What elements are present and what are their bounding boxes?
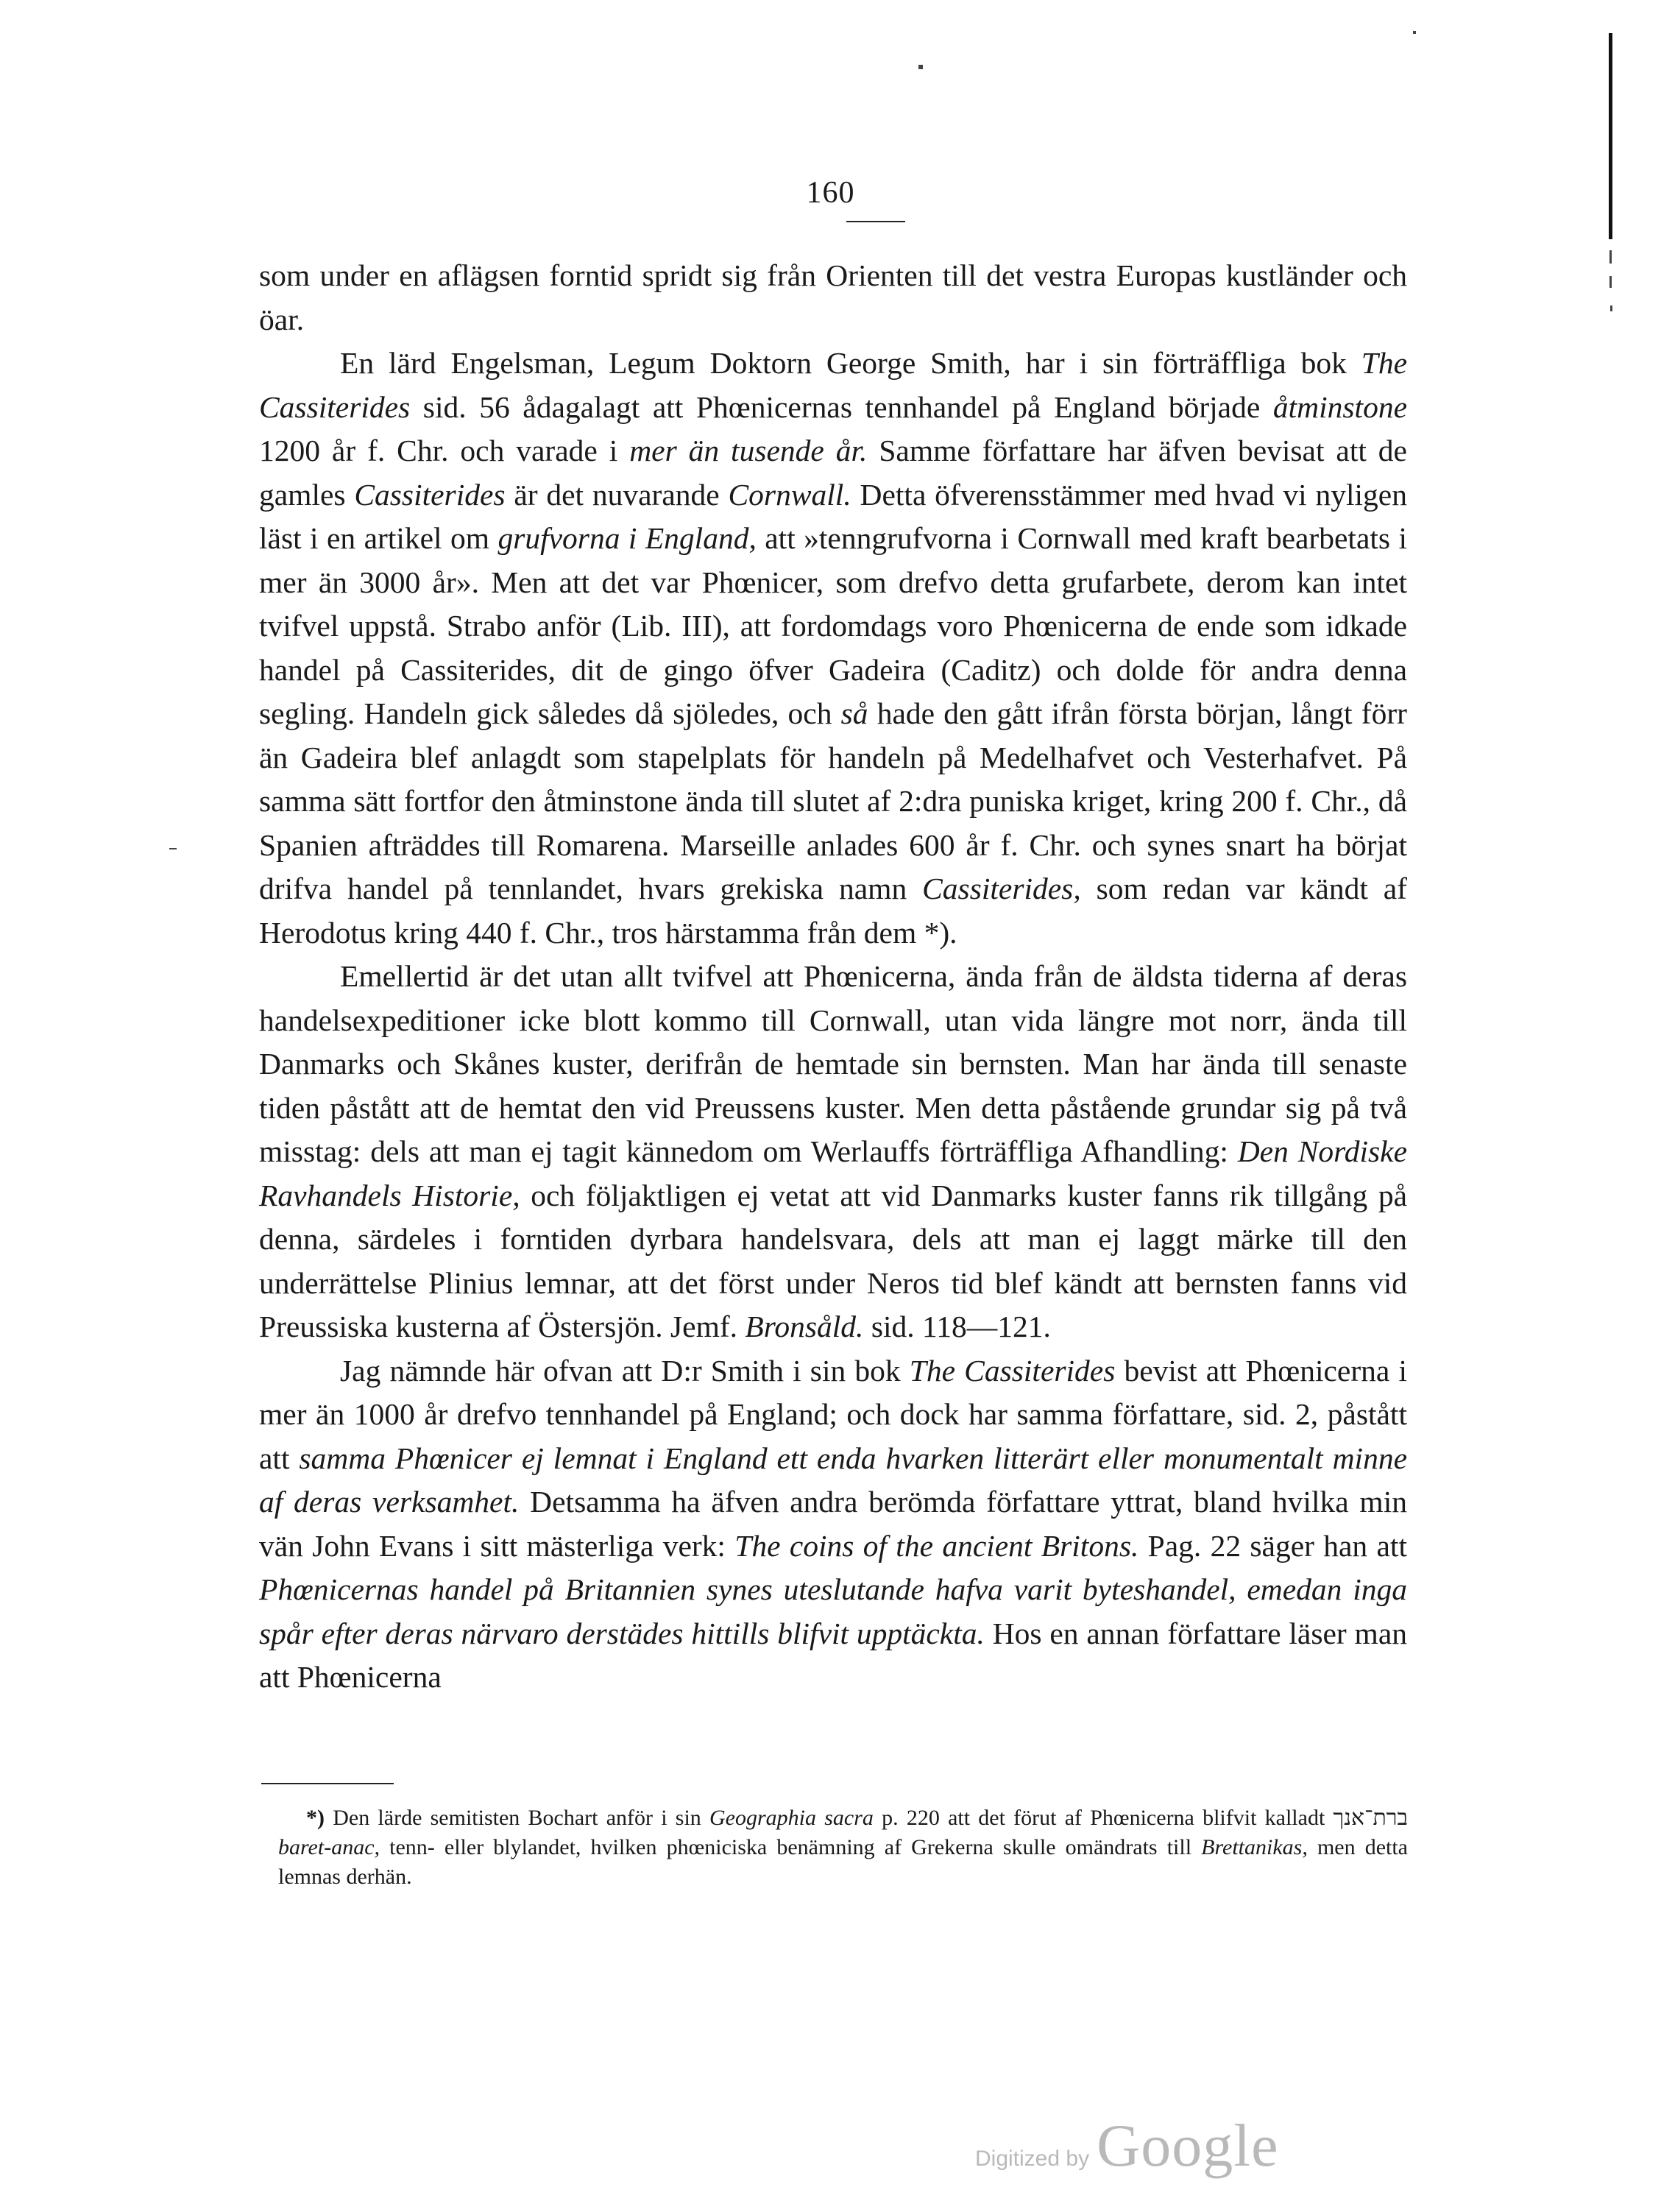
italic-text: Cassiterides <box>354 477 506 512</box>
paragraph <box>259 254 1407 342</box>
italic-text: mer än tusende år. <box>629 434 868 467</box>
text-run: Samme författare har äfven bevisat att de gamles <box>259 434 1407 512</box>
text-run: Detta öfverensstämmer med hvad vi nyligen läst i en artikel om <box>259 477 1407 555</box>
hebrew-text: ברת־אנך <box>1333 1806 1409 1830</box>
italic-text: så <box>840 696 868 730</box>
text-run: Detsamma ha äfven andra berömda författare yttrat, bland hvilka min vän John Evans i sitt mästerliga verk: <box>259 1485 1407 1563</box>
body-text <box>259 254 1407 1700</box>
text-run: sid. 118—121. <box>863 1310 1051 1343</box>
text-run: och följaktligen ej vetat att vid Danmarks kuster fanns rik tillgång på denna, särdeles i forntiden dyrbara handelsvara, dels att man ej laggt märke till den underrättelse Plinius lemnar, att det först under Neros tid blef kändt att bernsten fanns vid Preussiska kusterna af Östersjön. Jemf. <box>259 1178 1407 1343</box>
google-logo: Google <box>1097 2112 1279 2179</box>
text-run: En lärd Engelsman, Legum Doktorn George Smith, har i sin förträffliga bok <box>340 346 1361 380</box>
page-number: 160 <box>806 176 855 210</box>
page-number-rule <box>846 221 905 222</box>
paragraph <box>259 1349 1407 1700</box>
italic-text: Bronsåld. <box>745 1310 864 1343</box>
paragraph <box>259 955 1407 1349</box>
italic-text: Cassiterides, <box>922 872 1081 905</box>
scan-speck <box>1609 276 1612 288</box>
italic-text: Brettanikas, <box>1201 1835 1308 1859</box>
text-run: bevist att Phœnicerna i mer än 1000 år drefvo tennhandel på England; och dock har samma författare, sid. 2, påstått att <box>259 1353 1407 1475</box>
footnote-marker: *) <box>306 1806 325 1830</box>
text-run: hade den gått ifrån första början, långt förr än Gadeira blef anlagdt som stapelplats för handeln på Medelhafvet och Vesterhafvet. På samma sätt fortfor den åtminstone ända till slutet af 2:dra puniska kriget, kring 200 f. Chr., då Spanien afträddes till Romarena. Marseille anlades 600 år f. Chr. och synes snart ha börjat drifva handel på tennlandet, hvars grekiska namn <box>259 696 1407 905</box>
footnote <box>278 1803 1408 1892</box>
footnote-paragraph <box>278 1803 1408 1892</box>
italic-text: samma Phœnicer ej lemnat i England ett enda hvarken litterärt eller monumentalt minne af deras verksamhet. <box>259 1441 1408 1519</box>
text-run: Jag nämnde här ofvan att D:r Smith i sin bok <box>340 1353 910 1388</box>
text-run: Hos en annan författare läser man att Phœnicerna <box>259 1616 1407 1694</box>
text-run: är det nuvarande <box>505 477 729 512</box>
scan-speck <box>1609 250 1612 264</box>
italic-text: grufvorna i England, <box>497 521 757 555</box>
italic-text: Den Nordiske Ravhandels Historie, <box>259 1134 1408 1212</box>
text-run: men detta lemnas derhän. <box>278 1835 1409 1889</box>
text-run: 1200 år f. Chr. och varade i <box>259 434 630 467</box>
italic-text: Phœnicernas handel på Britannien synes uteslutande hafva varit byteshandel, emedan inga spår efter deras närvaro derstädes hittills blifvit upptäckta. <box>259 1572 1407 1650</box>
scan-speck <box>1413 31 1416 34</box>
italic-text: Cornwall. <box>728 477 851 512</box>
text-run: p. 220 att det förut af Phœnicerna blifvit kalladt <box>873 1806 1334 1830</box>
text-run: sid. 56 ådagalagt att Phœnicernas tennhandel på England började <box>410 389 1273 424</box>
scan-speck <box>1610 305 1612 311</box>
paragraph <box>259 342 1407 955</box>
text-run: som under en aflägsen forntid spridt sig från Orienten till det vestra Europas kustländer och öar. <box>259 258 1407 336</box>
scan-speck <box>169 848 177 849</box>
text-run: som redan var kändt af Herodotus kring 440 f. Chr., tros härstamma från dem *). <box>259 872 1407 950</box>
italic-text: Geographia sacra <box>709 1806 874 1830</box>
text-run: Emellertid är det utan allt tvifvel att Phœnicerna, ända från de äldsta tiderna af deras handelsexpeditioner icke blott kommo till Cornwall, utan vida längre mot norr, ända till Danmarks och Skånes kuster, derifrån de hemtade sin bernsten. Man har ända till senaste tiden påstått att de hemtat den vid Preussens kuster. Men detta påstående grundar sig på två misstag: dels att man ej tagit kännedom om Werlauffs förträffliga Afhandling: <box>259 959 1407 1168</box>
text-run: att »tenngrufvorna i Cornwall med kraft bearbetats i mer än 3000 år». Men att det var Phœnicer, som drefvo detta grufarbete, derom kan intet tvifvel uppstå. Strabo anför (Lib. III), att fordomdags voro Phœnicerna de ende som idkade handel på Cassiterides, dit de gingo öfver Gadeira (Caditz) och dolde för andra denna segling. Handeln gick således då sjöledes, och <box>259 521 1407 730</box>
italic-text: The Cassiterides <box>909 1353 1116 1388</box>
text-run: Pag. 22 säger han att <box>1138 1528 1407 1563</box>
text-run: tenn- eller blylandet, hvilken phœniciska benämning af Grekerna skulle omändrats till <box>380 1835 1202 1859</box>
scan-speck <box>918 65 923 69</box>
italic-text: The Cassiterides <box>259 346 1407 424</box>
italic-text: The coins of the ancient Britons. <box>734 1528 1139 1563</box>
footnote-rule <box>261 1783 394 1784</box>
italic-text: åtminstone <box>1272 389 1407 424</box>
watermark-digitized-by: Digitized by <box>975 2146 1090 2171</box>
italic-text: baret-anac, <box>278 1835 380 1859</box>
google-watermark <box>975 2111 1278 2180</box>
text-run: Den lärde semitisten Bochart anför i sin <box>325 1806 710 1830</box>
footnote-text <box>278 1806 1408 1889</box>
